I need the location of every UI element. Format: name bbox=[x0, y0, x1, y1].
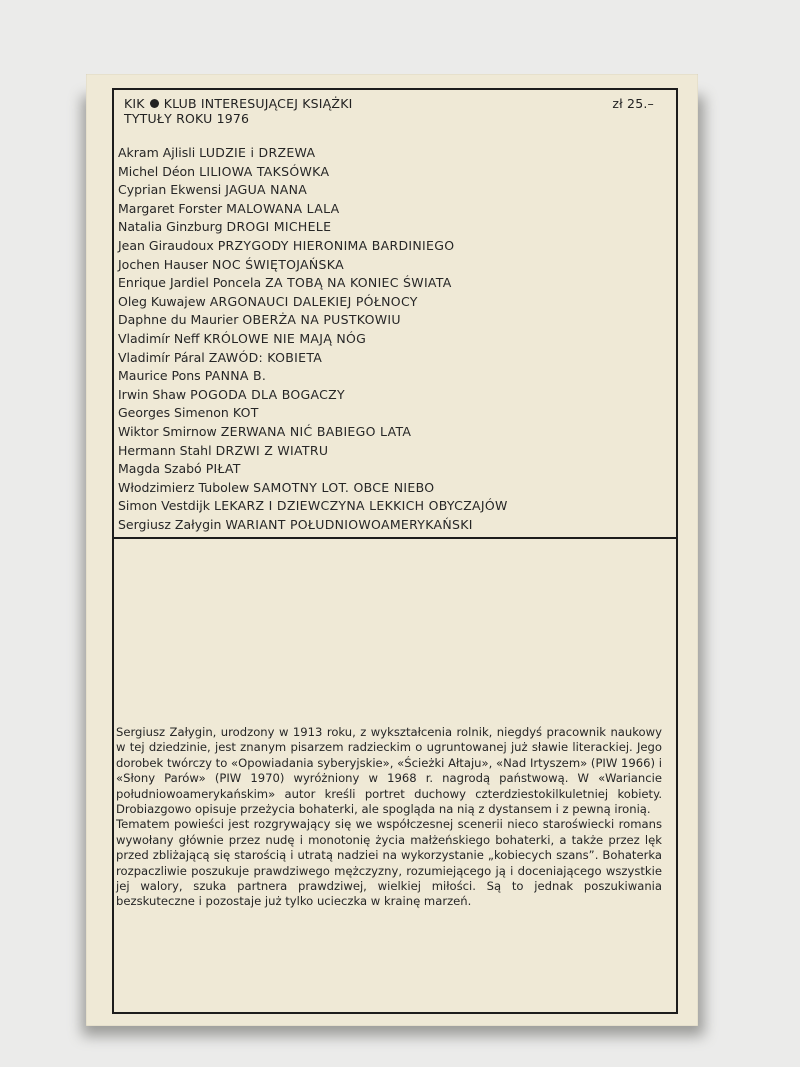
title-entry bbox=[118, 349, 658, 368]
description-paragraph: Sergiusz Załygin, urodzony w 1913 roku, z wykształcenia rolnik, niegdyś pracownik naukowy w tej dziedzinie, jest znanym pisarzem radzieckim o ugruntowanej już sławie literackiej. Jego dorobek twórczy to «Opowiadania syberyjskie», «Ścieżki Ałtaju», «Nad Irtyszem» (PIW 1966) i «Słony Parów» (PIW 1970) wyróżniony w 1968 r. nagrodą państwową. W «Wariancie południowoamerykańskim» autor kreśli portret duchowy czterdziestokilkuletniej kobiety. Drobiazgowo opisuje przeżycia bohaterki, ale spogląda na nią z dystansem i z pewną ironią. bbox=[116, 725, 662, 817]
description-paragraph: Tematem powieści jest rozgrywający się we współczesnej scenerii nieco staroświecki romans wywołany głównie przez nudę i monotonię życia małżeńskiego bohaterki, a także przez lęk przed zbliżającą się starością i utratą nadziei na wykorzystanie „kobiecych szans”. Bohaterka rozpaczliwie poszukuje prawdziwego mężczyzny, rozumiejącego ją i doceniającego wszystkie jej walory, szuka partnera prawdziwej, wielkiej miłości. Są to jednak poszukiwania bezskuteczne i pozostaje już tylko ucieczka w krainę marzeń. bbox=[116, 817, 662, 909]
series-name: KLUB INTERESUJĄCEJ KSIĄŻKI bbox=[163, 96, 353, 111]
title-entry bbox=[118, 163, 658, 182]
title-author: Cyprian Ekwensi bbox=[118, 182, 222, 198]
title-entry bbox=[118, 200, 658, 219]
title-author: Magda Szabó bbox=[118, 461, 202, 477]
title-author: Daphne du Maurier bbox=[118, 312, 239, 328]
title-author: Jochen Hauser bbox=[118, 256, 209, 272]
title-name: SAMOTNY LOT. OBCE NIEBO bbox=[253, 479, 435, 495]
title-author: Akram Ajlisli bbox=[118, 145, 196, 160]
title-author: Simon Vestdijk bbox=[118, 498, 210, 514]
title-entry bbox=[118, 274, 658, 293]
title-name: ZAWÓD: KOBIETA bbox=[208, 349, 323, 365]
title-name: KRÓLOWE NIE MAJĄ NÓG bbox=[203, 330, 367, 346]
title-author: Michel Déon bbox=[118, 163, 196, 179]
title-entry bbox=[118, 144, 658, 163]
title-entry bbox=[118, 404, 658, 423]
title-author: Sergiusz Załygin bbox=[118, 516, 222, 532]
title-name: DROGI MICHELE bbox=[226, 219, 332, 235]
title-name: WARIANT POŁUDNIOWOAMERYKAŃSKI bbox=[225, 516, 473, 532]
series-row bbox=[124, 96, 654, 111]
title-name: NOC ŚWIĘTOJAŃSKA bbox=[212, 256, 344, 272]
title-name: POGODA DLA BOGACZY bbox=[190, 386, 345, 402]
title-name: MALOWANA LALA bbox=[226, 200, 340, 216]
title-name: JAGUA NANA bbox=[225, 182, 308, 198]
title-entry bbox=[118, 423, 658, 442]
series-subtitle: TYTUŁY ROKU 1976 bbox=[124, 111, 250, 126]
title-author: Vladimír Páral bbox=[118, 349, 205, 365]
title-entry bbox=[118, 479, 658, 498]
title-author: Georges Simenon bbox=[118, 405, 229, 421]
title-entry bbox=[118, 256, 658, 275]
title-entry bbox=[118, 293, 658, 312]
title-entry bbox=[118, 367, 658, 386]
title-name: ARGONAUCI DALEKIEJ PÓŁNOCY bbox=[209, 293, 418, 309]
title-name: PANNA B. bbox=[204, 368, 267, 384]
title-entry bbox=[118, 497, 658, 516]
title-name: DRZWI Z WIATRU bbox=[215, 442, 329, 458]
book-back-cover bbox=[86, 74, 698, 1026]
title-entry bbox=[118, 386, 658, 405]
title-author: Jean Giraudoux bbox=[118, 237, 214, 253]
title-author: Margaret Forster bbox=[118, 200, 223, 216]
title-name: LEKARZ I DZIEWCZYNA LEKKICH OBYCZAJÓW bbox=[213, 498, 508, 514]
title-entry bbox=[118, 181, 658, 200]
series-abbreviation: KIK bbox=[124, 96, 145, 111]
price-label: zł 25.– bbox=[612, 96, 654, 111]
title-name: ZERWANA NIĆ BABIEGO LATA bbox=[220, 423, 412, 439]
title-entry bbox=[118, 218, 658, 237]
title-author: Enrique Jardiel Poncela bbox=[118, 275, 262, 291]
title-author: Vladimír Neff bbox=[118, 330, 200, 346]
title-author: Wiktor Smirnow bbox=[118, 423, 217, 439]
title-entry bbox=[118, 516, 658, 535]
title-entry bbox=[118, 330, 658, 349]
title-name: LILIOWA TAKSÓWKA bbox=[199, 163, 330, 179]
cover-divider bbox=[112, 537, 678, 539]
title-name: LUDZIE i DRZEWA bbox=[199, 145, 316, 160]
title-author: Maurice Pons bbox=[118, 368, 201, 384]
title-author: Hermann Stahl bbox=[118, 442, 212, 458]
title-entry bbox=[118, 442, 658, 461]
title-name: OBERŻA NA PUSTKOWIU bbox=[242, 312, 401, 328]
title-entry bbox=[118, 311, 658, 330]
series-header bbox=[124, 96, 654, 126]
title-name: ZA TOBĄ NA KONIEC ŚWIATA bbox=[265, 275, 452, 291]
titles-list bbox=[118, 144, 658, 534]
title-author: Irwin Shaw bbox=[118, 386, 187, 402]
title-author: Oleg Kuwajew bbox=[118, 293, 206, 309]
title-author: Włodzimierz Tubolew bbox=[118, 479, 250, 495]
title-name: KOT bbox=[232, 405, 259, 421]
book-description bbox=[116, 725, 662, 910]
bullet-dot-icon bbox=[150, 99, 159, 108]
title-name: PIŁAT bbox=[205, 461, 241, 477]
title-name: PRZYGODY HIERONIMA BARDINIEGO bbox=[217, 237, 455, 253]
title-author: Natalia Ginzburg bbox=[118, 219, 223, 235]
title-entry bbox=[118, 460, 658, 479]
title-entry bbox=[118, 237, 658, 256]
